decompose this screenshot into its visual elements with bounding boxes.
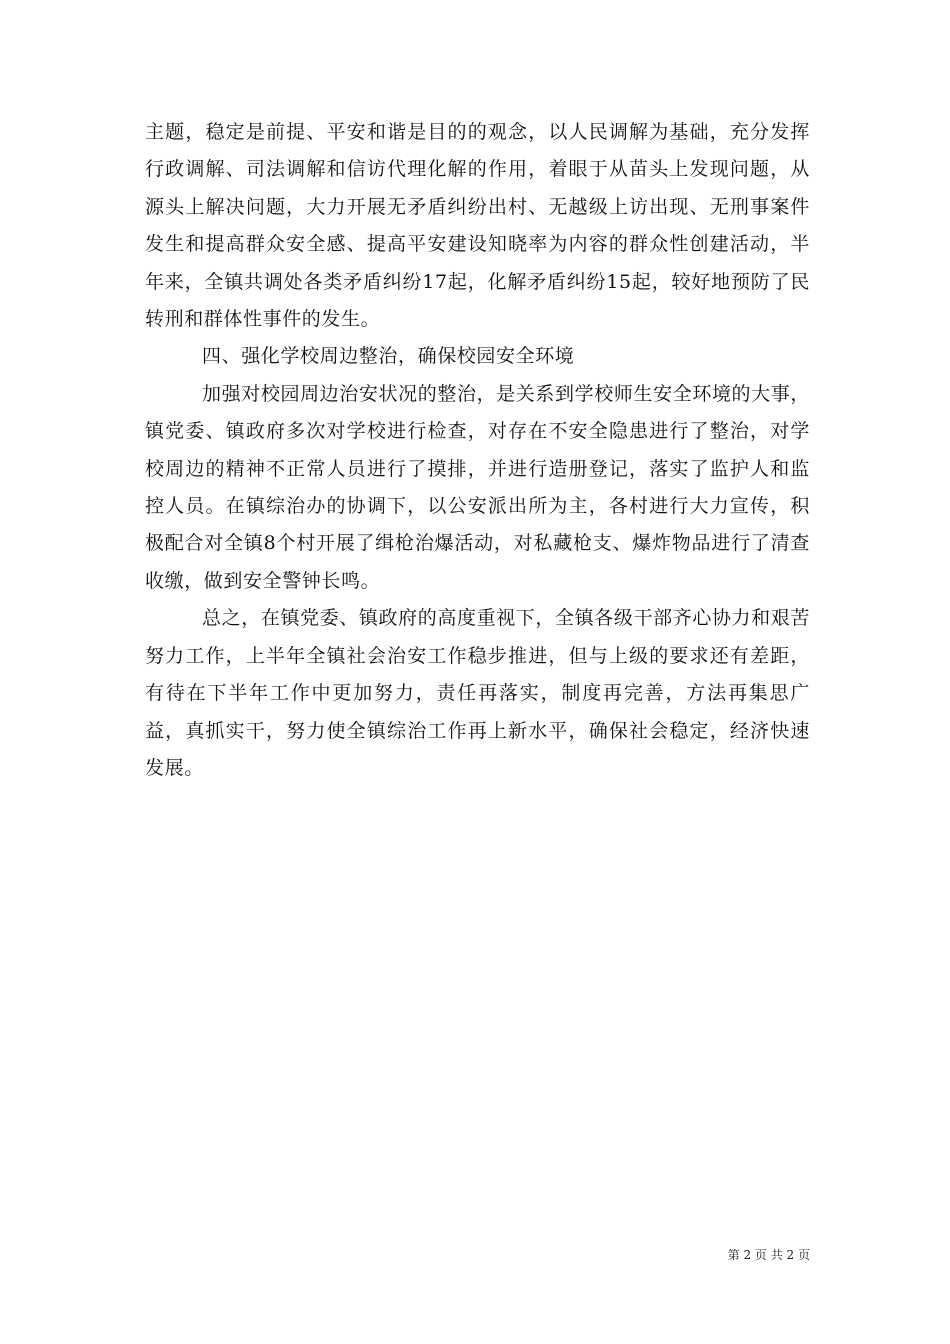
section-heading-school-safety: 四、强化学校周边整治，确保校园安全环境 — [202, 345, 575, 368]
paragraph-school-safety: 加强对校园周边治安状况的整治，是关系到学校师生安全环境的大事，镇党委、镇政府多次对学校进行检查，对存在不安全隐患进行了整治，对学校周边的精神不正常人员进行了摸排，并进行造册登记，落实了监护人和监控人员。在镇综治办的协调下，以公安派出所为主，各村进行大力宣传，积极配合对全镇8个村开展了缉枪治爆活动，对私藏枪支、爆炸物品进行了清查收缴，做到安全警钟长鸣。 — [145, 382, 810, 592]
document-body — [145, 114, 810, 787]
paragraph-conclusion: 总之，在镇党委、镇政府的高度重视下，全镇各级干部齐心协力和艰苦努力工作，上半年全镇社会治安工作稳步推进，但与上级的要求还有差距，有待在下半年工作中更加努力，责任再落实，制度再完善，方法再集思广益，真抓实干，努力使全镇综治工作再上新水平，确保社会稳定，经济快速发展。 — [145, 607, 810, 779]
page-number: 第 2 页 共 2 页 — [727, 1248, 810, 1262]
paragraph-continuation: 主题，稳定是前提、平安和谐是目的的观念，以人民调解为基础，充分发挥行政调解、司法调解和信访代理化解的作用，着眼于从苗头上发现问题，从源头上解决问题，大力开展无矛盾纠纷出村、无越级上访出现、无刑事案件发生和提高群众安全感、提高平安建设知晓率为内容的群众性创建活动，半年来，全镇共调处各类矛盾纠纷17起，化解矛盾纠纷15起，较好地预防了民转刑和群体性事件的发生。 — [145, 121, 810, 331]
